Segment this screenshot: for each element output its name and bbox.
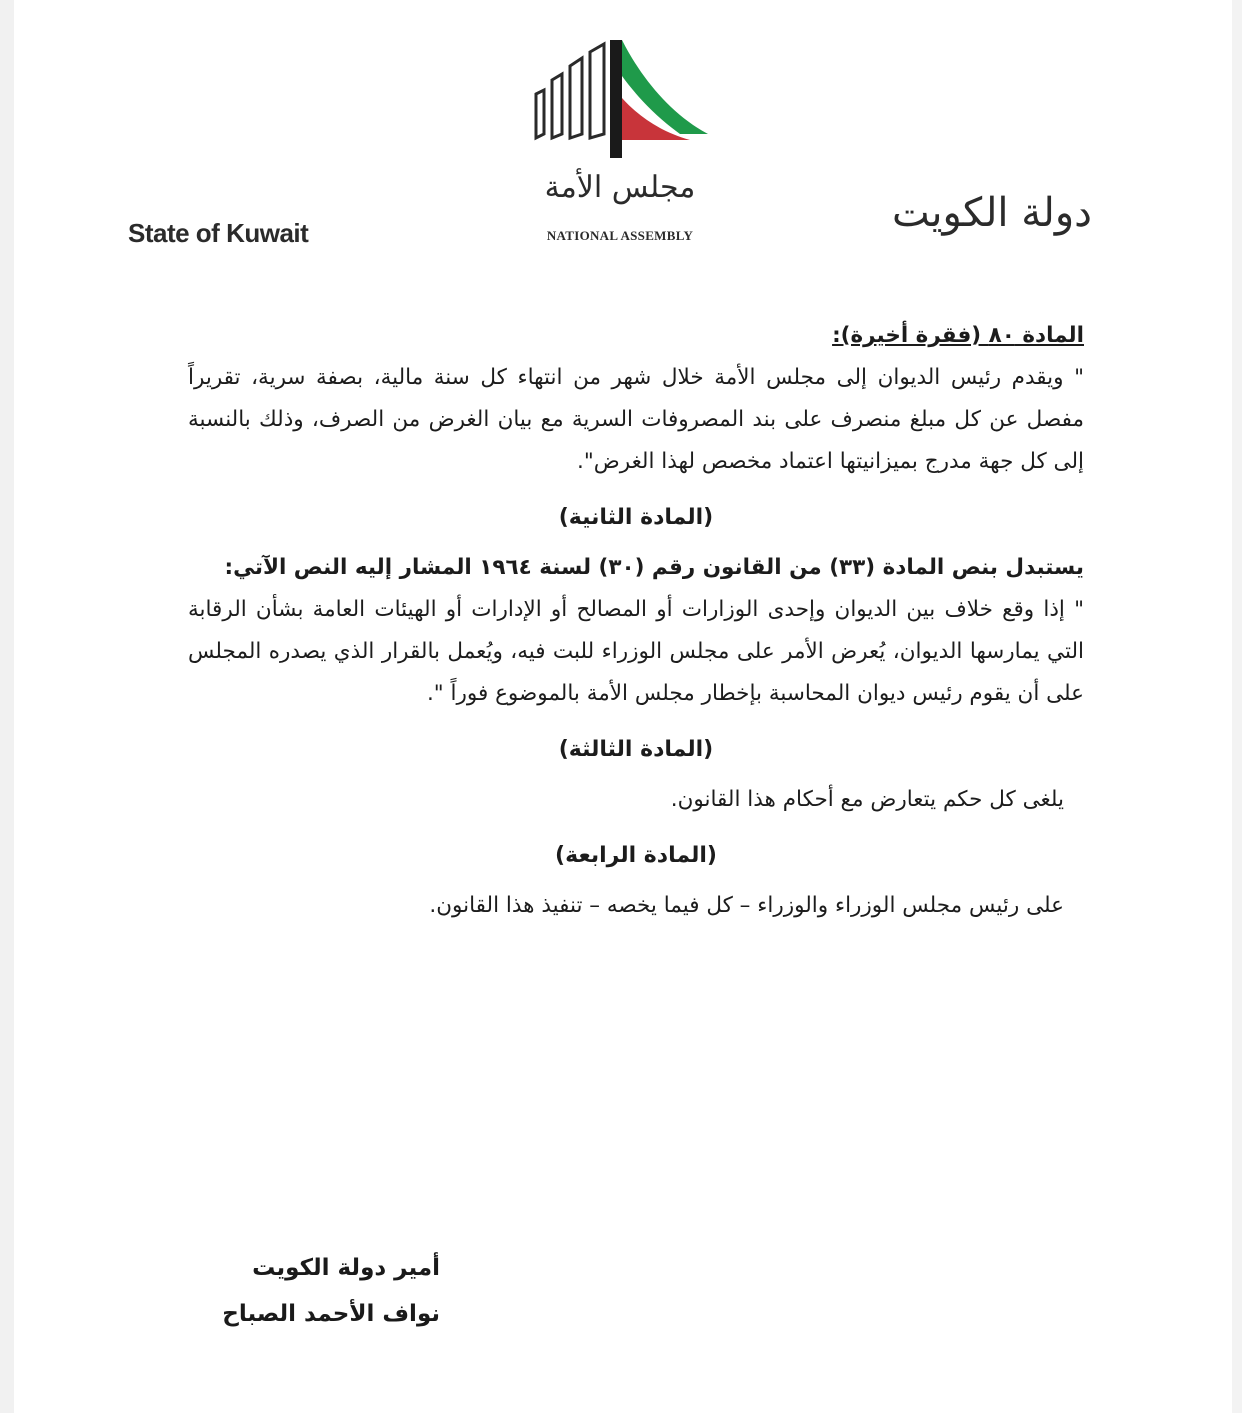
national-assembly-logo (520, 36, 720, 246)
national-assembly-arabic: مجلس الأمة (544, 170, 696, 205)
letterhead (0, 0, 1242, 280)
article-2-intro: يستبدل بنص المادة (٣٣) من القانون رقم (٣٠) لسنة ١٩٦٤ المشار إليه النص الآتي: (224, 555, 1084, 580)
law-text (188, 315, 1084, 927)
article-2-text: " إذا وقع خلاف بين الديوان وإحدى الوزارات أو المصالح أو الإدارات أو الهيئات العامة بشأن الرقابة التي يمارسها الديوان، يُعرض الأمر على مجلس الوزراء للبت فيه، ويُعمل بالقرار الذي يصدره المجلس على أن يقوم رئيس ديوان المحاسبة بإخطار مجلس الأمة بالموضوع فوراً ". (188, 597, 1084, 706)
signature-title: أمير دولة الكويت (252, 1255, 440, 1281)
state-of-kuwait-arabic: دولة الكويت (892, 190, 1092, 236)
article-3-text: يلغى كل حكم يتعارض مع أحكام هذا القانون. (670, 787, 1064, 812)
state-of-kuwait-english: State of Kuwait (128, 218, 309, 248)
signature-name: نواف الأحمد الصباح (222, 1301, 440, 1327)
national-assembly-english: NATIONAL ASSEMBLY (546, 228, 694, 243)
national-assembly-emblem-icon (530, 36, 710, 176)
article-80-text: " ويقدم رئيس الديوان إلى مجلس الأمة خلال شهر من انتهاء كل سنة مالية، بصفة سرية، تقريراً مفصل عن كل مبلغ منصرف على بند المصروفات السرية مع بيان الغرض من الصرف، وذلك بالنسبة إلى كل جهة مدرج بميزانيتها اعتماد مخصص لهذا الغرض". (188, 365, 1084, 474)
article-3-heading: (المادة الثالثة) (558, 737, 714, 762)
article-2-heading: (المادة الثانية) (558, 505, 714, 530)
signature-block (180, 1245, 440, 1337)
article-4-text: على رئيس مجلس الوزراء والوزراء – كل فيما يخصه – تنفيذ هذا القانون. (429, 893, 1064, 918)
article-4-heading: (المادة الرابعة) (555, 843, 717, 868)
article-80-title: المادة ٨٠ (فقرة أخيرة): (832, 323, 1084, 348)
